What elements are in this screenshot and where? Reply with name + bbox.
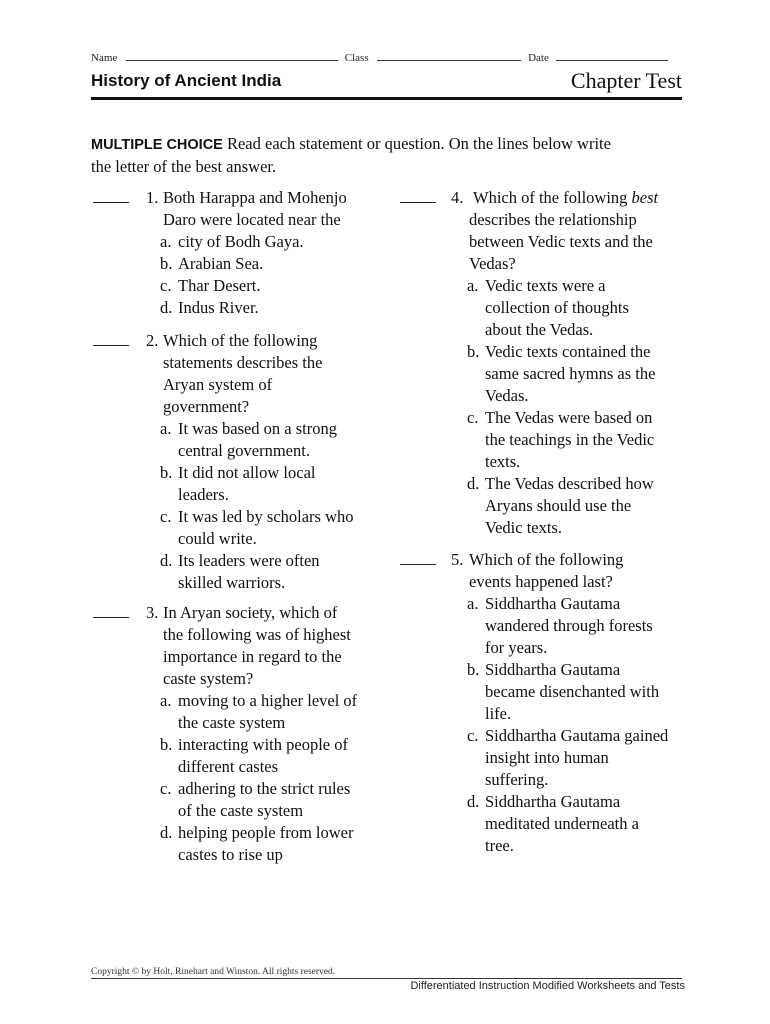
answer-option: [467, 659, 697, 725]
footer-rule: [91, 978, 682, 979]
option-letter: a.: [160, 419, 172, 438]
section-heading: MULTIPLE CHOICE: [91, 137, 223, 153]
question-stem-line: Daro were located near the: [163, 210, 341, 229]
question-stem-line: [473, 187, 658, 209]
option-letter: c.: [467, 726, 479, 745]
question-stem-line: statements describes the: [163, 353, 323, 372]
option-letter: c.: [467, 408, 479, 427]
answer-blank[interactable]: [93, 330, 129, 352]
option-letter: a.: [160, 232, 172, 251]
instructions-line-2: the letter of the best answer.: [91, 157, 277, 176]
answer-option: [160, 734, 390, 778]
emphasis-word: best: [631, 188, 659, 207]
option-text-line: central government.: [178, 441, 310, 460]
option-text-line: the caste system: [178, 713, 286, 732]
option-text-line: became disenchanted with: [485, 682, 660, 701]
answer-blank[interactable]: [93, 187, 129, 209]
series-title: Differentiated Instruction Modified Worksheets and Tests: [410, 980, 685, 992]
answer-option: [467, 407, 697, 473]
option-text-line: castes to rise up: [178, 845, 283, 864]
option-text-line: Vedic texts contained the: [485, 342, 651, 361]
option-text-line: Vedic texts were a: [485, 276, 606, 295]
option-text-line: different castes: [178, 757, 279, 776]
option-text-line: It did not allow local: [178, 463, 316, 482]
option-text-line: Indus River.: [178, 298, 259, 317]
question-number: 5.: [451, 550, 464, 569]
answer-option: [160, 550, 390, 594]
option-letter: d.: [467, 474, 480, 493]
date-label: Date: [528, 52, 549, 64]
option-letter: c.: [160, 507, 172, 526]
answer-option: [160, 275, 390, 297]
name-field-line[interactable]: [126, 51, 338, 61]
option-text-line: Arabian Sea.: [178, 254, 264, 273]
option-text-line: leaders.: [178, 485, 229, 504]
option-text-line: Vedas.: [485, 386, 529, 405]
question-stem-line: importance in regard to the: [163, 647, 342, 666]
option-text-line: same sacred hymns as the: [485, 364, 656, 383]
option-text-line: Aryans should use the: [485, 496, 632, 515]
option-letter: d.: [160, 823, 173, 842]
option-text-line: It was led by scholars who: [178, 507, 354, 526]
title-row: [91, 68, 682, 96]
option-letter: d.: [467, 792, 480, 811]
option-text-line: Siddhartha Gautama: [485, 792, 621, 811]
name-label: Name: [91, 52, 118, 64]
option-text-line: adhering to the strict rules: [178, 779, 351, 798]
instructions: [91, 133, 682, 178]
option-text-line: skilled warriors.: [178, 573, 286, 592]
option-text-line: life.: [485, 704, 512, 723]
answer-option: [160, 506, 390, 550]
option-letter: a.: [467, 594, 479, 613]
question-stem-line: the following was of highest: [163, 625, 351, 644]
question-stem-line: Vedas?: [469, 254, 516, 273]
option-text-line: interacting with people of: [178, 735, 348, 754]
option-text-line: for years.: [485, 638, 548, 657]
answer-option: [160, 462, 390, 506]
question-stem-line: In Aryan society, which of: [163, 603, 338, 622]
option-text-line: The Vedas described how: [485, 474, 654, 493]
option-text-line: the teachings in the Vedic: [485, 430, 655, 449]
option-letter: d.: [160, 551, 173, 570]
answer-option: [467, 593, 697, 659]
answer-option: [160, 231, 390, 253]
answer-blank[interactable]: [400, 549, 436, 571]
answer-option: [160, 418, 390, 462]
instructions-line-1: Read each statement or question. On the lines below write: [226, 134, 611, 153]
option-text-line: helping people from lower: [178, 823, 354, 842]
option-text-line: Siddhartha Gautama gained: [485, 726, 669, 745]
option-text-line: texts.: [485, 452, 521, 471]
option-text-line: Vedic texts.: [485, 518, 562, 537]
answer-blank[interactable]: [93, 602, 129, 624]
option-text-line: tree.: [485, 836, 514, 855]
option-letter: b.: [467, 342, 480, 361]
copyright-notice: Copyright © by Holt, Rinehart and Winston. All rights reserved.: [91, 967, 336, 977]
question-stem-text: Which of the following: [473, 188, 628, 207]
option-letter: c.: [160, 276, 172, 295]
question-stem-line: government?: [163, 397, 250, 416]
question-stem-line: Aryan system of: [163, 375, 273, 394]
student-info-line: [91, 51, 668, 64]
option-letter: d.: [160, 298, 173, 317]
date-field-line[interactable]: [556, 51, 668, 61]
option-text-line: Siddhartha Gautama: [485, 594, 621, 613]
option-text-line: about the Vedas.: [485, 320, 594, 339]
worksheet-title: History of Ancient India: [91, 71, 282, 90]
answer-option: [467, 725, 697, 791]
option-text-line: Thar Desert.: [178, 276, 261, 295]
option-text-line: Its leaders were often: [178, 551, 320, 570]
option-text-line: It was based on a strong: [178, 419, 338, 438]
header-rule: [91, 97, 682, 100]
option-text-line: wandered through forests: [485, 616, 653, 635]
option-text-line: could write.: [178, 529, 257, 548]
answer-option: [467, 341, 697, 407]
question-number: 2.: [146, 331, 159, 350]
option-text-line: insight into human: [485, 748, 609, 767]
question-stem-line: Which of the following: [469, 550, 624, 569]
class-label: Class: [344, 52, 369, 64]
question-number: 3.: [146, 603, 159, 622]
question-stem-line: between Vedic texts and the: [469, 232, 653, 251]
option-text-line: meditated underneath a: [485, 814, 639, 833]
option-letter: a.: [467, 276, 479, 295]
option-letter: b.: [467, 660, 480, 679]
question-stem-line: describes the relationship: [469, 210, 637, 229]
class-field-line[interactable]: [377, 51, 521, 61]
question-stem-line: caste system?: [163, 669, 254, 688]
answer-option: [160, 253, 390, 275]
option-text-line: city of Bodh Gaya.: [178, 232, 304, 251]
option-text-line: of the caste system: [178, 801, 304, 820]
answer-option: [160, 690, 390, 734]
option-letter: a.: [160, 691, 172, 710]
option-text-line: suffering.: [485, 770, 549, 789]
answer-option: [467, 275, 697, 341]
answer-blank[interactable]: [400, 187, 436, 209]
question-stem-line: Both Harappa and Mohenjo: [163, 188, 347, 207]
option-letter: c.: [160, 779, 172, 798]
option-text-line: Siddhartha Gautama: [485, 660, 621, 679]
question-stem-line: Which of the following: [163, 331, 318, 350]
answer-option: [160, 778, 390, 822]
answer-option: [467, 473, 697, 539]
question-number: 1.: [146, 188, 159, 207]
option-text-line: The Vedas were based on: [485, 408, 653, 427]
option-letter: b.: [160, 463, 173, 482]
option-letter: b.: [160, 735, 173, 754]
option-letter: b.: [160, 254, 173, 273]
option-text-line: moving to a higher level of: [178, 691, 358, 710]
answer-option: [160, 822, 390, 866]
test-label: Chapter Test: [570, 68, 682, 93]
option-text-line: collection of thoughts: [485, 298, 629, 317]
question-stem-line: events happened last?: [469, 572, 613, 591]
question-number: 4.: [451, 188, 464, 207]
answer-option: [160, 297, 390, 319]
answer-option: [467, 791, 697, 857]
